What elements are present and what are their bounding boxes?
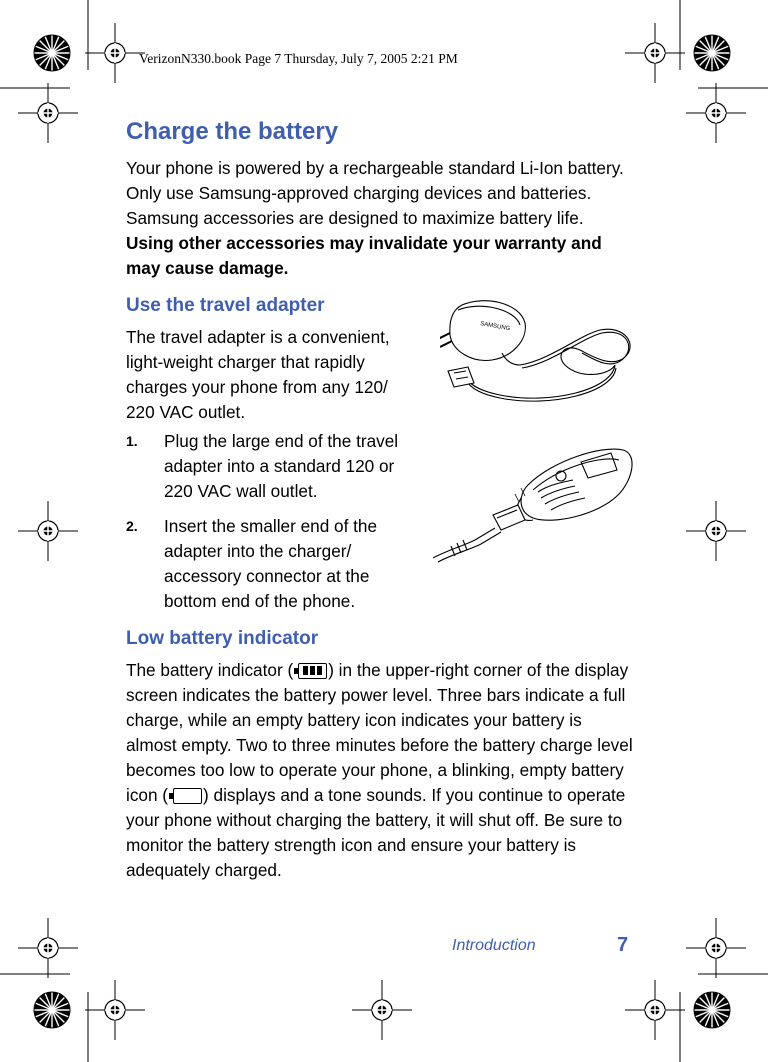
star-mark [34, 35, 70, 71]
low-battery-heading: Low battery indicator [126, 628, 319, 649]
low-battery-text: The battery indicator ( [126, 660, 294, 680]
crosshair-mark [18, 918, 78, 978]
step-number: 1. [126, 433, 138, 449]
travel-adapter-heading: Use the travel adapter [126, 295, 325, 316]
step-text: Insert the smaller end of the adapter into the charger/ accessory connector at the bottom end of the phone. [164, 516, 378, 611]
battery-full-icon [298, 663, 327, 679]
crosshair-mark [625, 23, 685, 83]
intro-text: Your phone is powered by a rechargeable standard Li-Ion battery. Only use Samsung-approved charging devices and batteries. Samsung accessories are designed to maximize battery life. [126, 158, 624, 228]
travel-adapter-description: The travel adapter is a convenient, light-weight charger that rapidly charges your phone from any 120/ 220 VAC outlet. [126, 327, 390, 422]
crosshair-mark [85, 980, 145, 1040]
travel-adapter-illustration [440, 295, 640, 410]
intro-warning: Using other accessories may invalidate your warranty and may cause damage. [126, 233, 602, 278]
adapter-brand-text: SAMSUNG [479, 321, 511, 333]
low-battery-paragraph [126, 658, 636, 883]
star-mark [34, 992, 70, 1028]
star-mark [694, 992, 730, 1028]
low-battery-text: ) displays and a tone sounds. If you continue to operate your phone without charging the battery, it will shut off. Be sure to monitor the battery strength icon and ensure your battery is adequately charged. [126, 785, 626, 880]
slug-line: VerizonN330.book Page 7 Thursday, July 7, 2005 2:21 PM [139, 51, 458, 66]
crosshair-mark [18, 83, 78, 143]
crosshair-mark [686, 83, 746, 143]
step-text: Plug the large end of the travel adapter into a standard 120 or 220 VAC wall outlet. [164, 431, 399, 501]
crosshair-mark [625, 980, 685, 1040]
phone-connector-illustration [433, 440, 643, 570]
crosshair-mark [85, 23, 145, 83]
page-title: Charge the battery [126, 118, 339, 145]
star-mark [694, 35, 730, 71]
crosshair-mark [18, 501, 78, 561]
battery-empty-icon [173, 788, 202, 804]
crosshair-mark [686, 918, 746, 978]
crosshair-mark [686, 501, 746, 561]
intro-paragraph [126, 156, 636, 281]
crosshair-mark [352, 980, 412, 1040]
footer-section: Introduction [452, 937, 536, 954]
low-battery-text: ) in the upper-right corner of the display screen indicates the battery power level. Three bars indicate a full charge, while an empty battery icon indicates your battery is almost empty. Two to three minutes before the battery charge level becomes too low to operate your phone, a blinking, empty battery icon ( [126, 660, 633, 805]
step-number: 2. [126, 518, 138, 534]
page-number: 7 [617, 934, 629, 956]
